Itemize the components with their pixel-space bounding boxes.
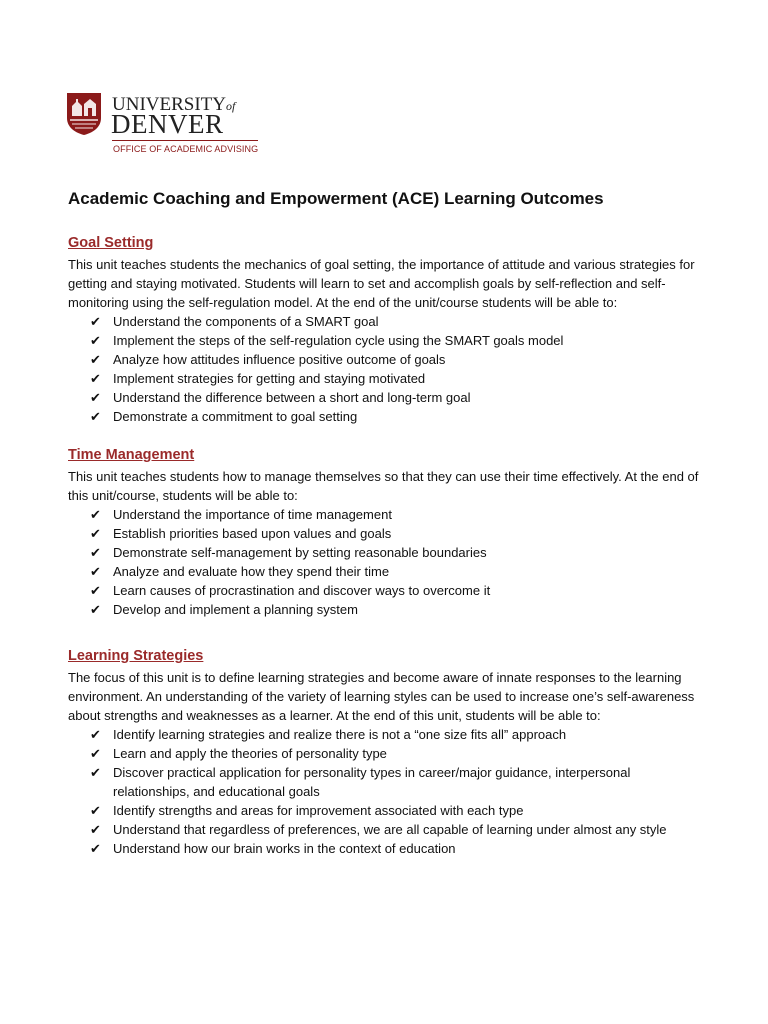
check-icon: ✔ — [90, 803, 101, 818]
outcome-item: ✔ Identify learning strategies and realize there is not a “one size fits all” approach — [90, 727, 567, 742]
logo-office-text: OFFICE OF ACADEMIC ADVISING — [113, 144, 259, 154]
university-logo — [66, 92, 266, 162]
check-icon: ✔ — [90, 602, 101, 617]
outcome-item: ✔ Understand the difference between a short and long-term goal — [90, 390, 471, 405]
spacer — [68, 426, 708, 446]
check-icon: ✔ — [90, 841, 101, 856]
check-icon: ✔ — [90, 352, 101, 367]
outcome-item: ✔ Demonstrate self-management by setting reasonable boundaries — [90, 545, 487, 560]
outcome-item: ✔ Discover practical application for personality types in career/major guidance, interpersonal relationships, and educational goals — [90, 765, 631, 799]
outcome-item: ✔ Learn and apply the theories of personality type — [90, 746, 387, 761]
outcome-item: ✔ Demonstrate a commitment to goal setting — [90, 409, 358, 424]
check-icon: ✔ — [90, 746, 101, 761]
check-icon: ✔ — [90, 564, 101, 579]
check-icon: ✔ — [90, 314, 101, 329]
check-icon: ✔ — [90, 727, 101, 742]
outcome-list — [68, 725, 708, 858]
outcome-list — [68, 505, 708, 619]
check-icon: ✔ — [90, 545, 101, 560]
logo-university-text: UNIVERSITYof — [112, 94, 236, 115]
section-heading: Time Management — [68, 447, 195, 463]
check-icon: ✔ — [90, 822, 101, 837]
outcome-item: ✔ Analyze and evaluate how they spend their time — [90, 564, 390, 579]
section-intro: The focus of this unit is to define learning strategies and become aware of innate responses to the learning environment. An understanding of the variety of learning styles can be used to increase one’s self-awareness about strengths and weaknesses as a learner. At the end of this unit, students will be able to: — [68, 670, 695, 723]
outcome-item: ✔ Identify strengths and areas for improvement associated with each type — [90, 803, 524, 818]
outcome-item: ✔ Understand how our brain works in the context of education — [90, 841, 456, 856]
logo-divider — [112, 140, 258, 141]
section-learning-strategies — [68, 647, 708, 858]
document-body — [68, 189, 708, 858]
outcome-item: ✔ Understand the components of a SMART goal — [90, 314, 379, 329]
outcome-item: ✔ Learn causes of procrastination and discover ways to overcome it — [90, 583, 491, 598]
outcome-item: ✔ Develop and implement a planning system — [90, 602, 358, 617]
university-seal-icon — [66, 92, 102, 136]
check-icon: ✔ — [90, 409, 101, 424]
check-icon: ✔ — [90, 371, 101, 386]
document-title: Academic Coaching and Empowerment (ACE) Learning Outcomes — [68, 189, 604, 208]
check-icon: ✔ — [90, 526, 101, 541]
spacer — [68, 619, 708, 647]
outcome-item: ✔ Analyze how attitudes influence positive outcome of goals — [90, 352, 446, 367]
outcome-list — [68, 312, 708, 426]
check-icon: ✔ — [90, 765, 101, 780]
check-icon: ✔ — [90, 333, 101, 348]
section-goal-setting — [68, 234, 708, 426]
section-intro: This unit teaches students the mechanics of goal setting, the importance of attitude and various strategies for getting and staying motivated. Students will learn to set and accomplish goals by self-reflection and self-monitoring using the self-regulation model. At the end of the unit/course students will be able to: — [68, 257, 695, 310]
check-icon: ✔ — [90, 390, 101, 405]
section-intro: This unit teaches students how to manage themselves so that they can use their time effectively. At the end of this unit/course, students will be able to: — [68, 469, 699, 503]
section-time-management — [68, 446, 708, 619]
outcome-item: ✔ Establish priorities based upon values and goals — [90, 526, 392, 541]
section-heading: Goal Setting — [68, 235, 154, 251]
outcome-item: ✔ Understand that regardless of preferences, we are all capable of learning under almost any style — [90, 822, 667, 837]
outcome-item: ✔ Understand the importance of time management — [90, 507, 392, 522]
check-icon: ✔ — [90, 583, 101, 598]
logo-denver-text: DENVER — [111, 109, 224, 139]
section-heading: Learning Strategies — [68, 648, 204, 664]
check-icon: ✔ — [90, 507, 101, 522]
outcome-item: ✔ Implement the steps of the self-regulation cycle using the SMART goals model — [90, 333, 564, 348]
outcome-item: ✔ Implement strategies for getting and staying motivated — [90, 371, 426, 386]
